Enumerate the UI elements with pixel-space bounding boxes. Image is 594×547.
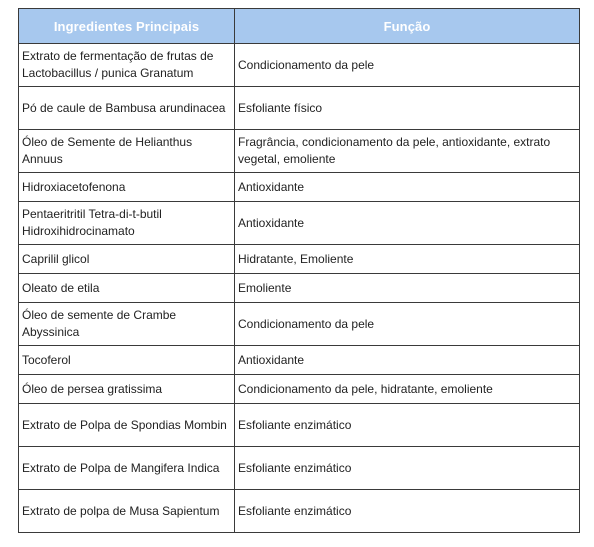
- function-cell: Condicionamento da pele: [235, 44, 580, 87]
- function-cell: Condicionamento da pele, hidratante, emoliente: [235, 375, 580, 404]
- ingredient-cell: Oleato de etila: [19, 274, 235, 303]
- table-row: [19, 202, 580, 245]
- function-cell: Antioxidante: [235, 346, 580, 375]
- function-cell: Esfoliante enzimático: [235, 447, 580, 490]
- function-cell: Antioxidante: [235, 173, 580, 202]
- function-cell: Fragrância, condicionamento da pele, antioxidante, extrato vegetal, emoliente: [235, 130, 580, 173]
- function-cell: Esfoliante enzimático: [235, 490, 580, 533]
- ingredient-cell: Óleo de semente de Crambe Abyssinica: [19, 303, 235, 346]
- table-row: [19, 274, 580, 303]
- ingredient-cell: Extrato de Polpa de Spondias Mombin: [19, 404, 235, 447]
- ingredient-cell: Caprilil glicol: [19, 245, 235, 274]
- table-row: [19, 173, 580, 202]
- table-row: [19, 245, 580, 274]
- ingredient-cell: Extrato de fermentação de frutas de Lactobacillus / punica Granatum: [19, 44, 235, 87]
- table-row: [19, 447, 580, 490]
- function-cell: Antioxidante: [235, 202, 580, 245]
- table-row: [19, 87, 580, 130]
- function-cell: Condicionamento da pele: [235, 303, 580, 346]
- ingredient-cell: Extrato de polpa de Musa Sapientum: [19, 490, 235, 533]
- table-row: [19, 130, 580, 173]
- header-ingredients: Ingredientes Principais: [19, 9, 235, 44]
- ingredient-cell: Pó de caule de Bambusa arundinacea: [19, 87, 235, 130]
- table-row: [19, 346, 580, 375]
- ingredient-cell: Pentaeritritil Tetra-di-t-butil Hidroxihidrocinamato: [19, 202, 235, 245]
- header-function: Função: [235, 9, 580, 44]
- table-header: [19, 9, 580, 44]
- table-body: [19, 44, 580, 533]
- function-cell: Emoliente: [235, 274, 580, 303]
- ingredient-cell: Extrato de Polpa de Mangifera Indica: [19, 447, 235, 490]
- table-row: [19, 404, 580, 447]
- ingredient-cell: Hidroxiacetofenona: [19, 173, 235, 202]
- ingredient-cell: Óleo de persea gratissima: [19, 375, 235, 404]
- header-row: [19, 9, 580, 44]
- ingredient-cell: Tocoferol: [19, 346, 235, 375]
- table-row: [19, 490, 580, 533]
- table-row: [19, 375, 580, 404]
- function-cell: Hidratante, Emoliente: [235, 245, 580, 274]
- table-row: [19, 303, 580, 346]
- table-row: [19, 44, 580, 87]
- function-cell: Esfoliante físico: [235, 87, 580, 130]
- ingredients-table: [18, 8, 580, 533]
- function-cell: Esfoliante enzimático: [235, 404, 580, 447]
- ingredient-cell: Óleo de Semente de Helianthus Annuus: [19, 130, 235, 173]
